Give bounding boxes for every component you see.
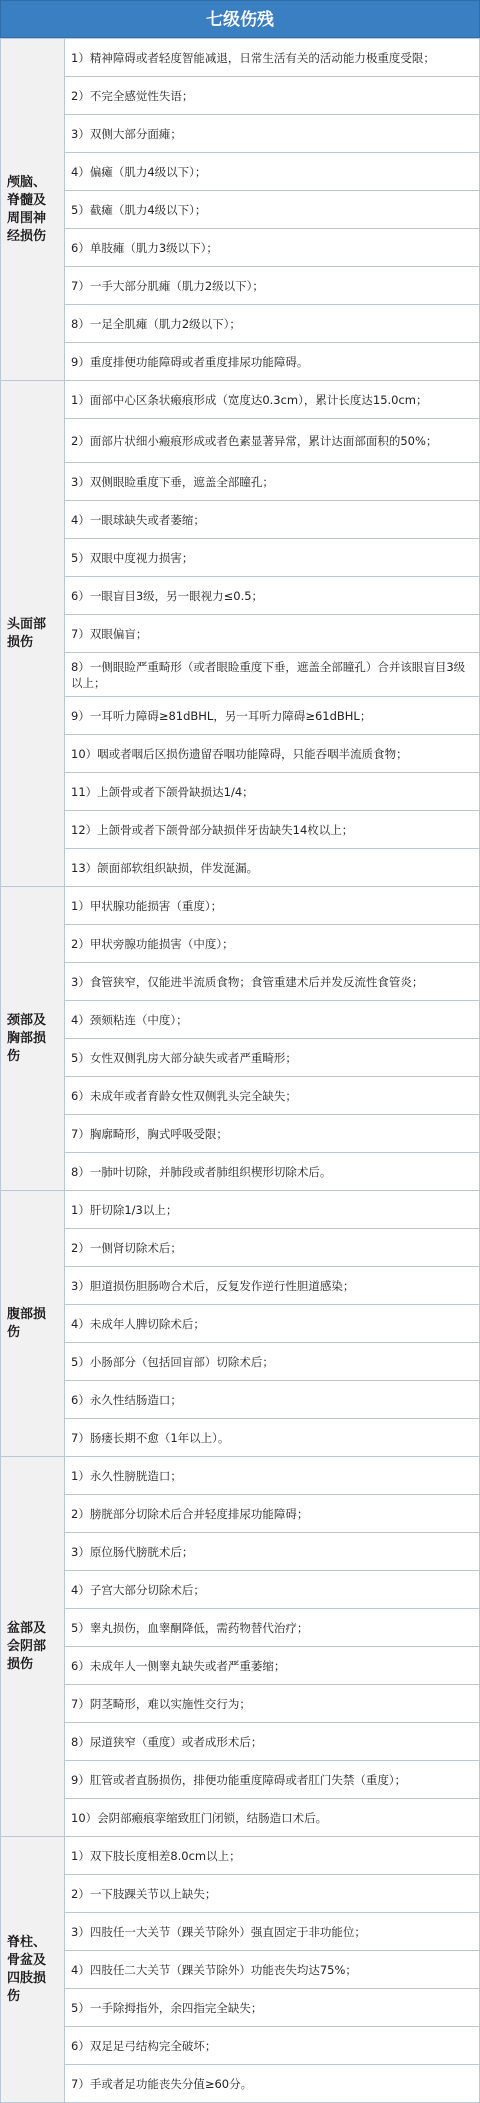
item-text: 4）颈颏粘连（中度）；	[71, 1012, 188, 1027]
table-row	[1, 1913, 480, 1951]
item-text: 6）双足足弓结构完全破坏；	[71, 2038, 217, 2053]
item-text: 4）四肢任二大关节（踝关节除外）功能丧失均达75%；	[71, 1962, 357, 1977]
item-cell	[65, 77, 480, 115]
item-text: 6）未成年或者育龄女性双侧乳头完全缺失；	[71, 1088, 297, 1103]
item-cell	[65, 1685, 480, 1723]
table-row	[1, 343, 480, 381]
injury-table	[0, 38, 480, 2103]
item-cell	[65, 849, 480, 887]
table-row	[1, 1723, 480, 1761]
item-text: 3）食管狭窄，仅能进半流质食物；食管重建术后并发反流性食管炎；	[71, 974, 424, 989]
table-row	[1, 1381, 480, 1419]
item-cell	[65, 1001, 480, 1039]
table-row	[1, 1761, 480, 1799]
item-cell	[65, 1647, 480, 1685]
item-cell	[65, 697, 480, 735]
table-row	[1, 267, 480, 305]
item-text: 1）永久性膀胱造口；	[71, 1468, 182, 1483]
item-text: 4）未成年人脾切除术后；	[71, 1316, 205, 1331]
table-row	[1, 1077, 480, 1115]
item-cell	[65, 577, 480, 615]
table-row	[1, 1115, 480, 1153]
item-cell	[65, 887, 480, 925]
item-text: 5）截瘫（肌力4级以下）；	[71, 202, 207, 217]
item-cell	[65, 1533, 480, 1571]
item-text: 3）双侧大部分面瘫；	[71, 126, 182, 141]
item-cell	[65, 343, 480, 381]
table-row	[1, 1837, 480, 1875]
table-row	[1, 115, 480, 153]
table-row	[1, 39, 480, 77]
table-row	[1, 615, 480, 653]
item-cell	[65, 1913, 480, 1951]
table-row	[1, 697, 480, 735]
table-row	[1, 539, 480, 577]
item-cell	[65, 381, 480, 419]
item-cell	[65, 1191, 480, 1229]
item-cell	[65, 1267, 480, 1305]
table-row	[1, 191, 480, 229]
item-text: 2）面部片状细小瘢痕形成或者色素显著异常，累计达面部面积的50%；	[71, 433, 438, 448]
table-row	[1, 1685, 480, 1723]
item-cell	[65, 305, 480, 343]
table-row	[1, 381, 480, 419]
item-text: 7）双眼偏盲；	[71, 626, 148, 641]
item-text: 7）一手大部分肌瘫（肌力2级以下）；	[71, 278, 264, 293]
item-cell	[65, 773, 480, 811]
table-row	[1, 1419, 480, 1457]
item-text: 7）胸廓畸形，胸式呼吸受限；	[71, 1126, 228, 1141]
item-cell	[65, 539, 480, 577]
category-cell: 盆部及会阴部损伤	[1, 1457, 65, 1837]
item-cell	[65, 1305, 480, 1343]
item-cell	[65, 1723, 480, 1761]
category-cell: 颈部及胸部损伤	[1, 887, 65, 1191]
item-text: 2）膀胱部分切除术后合并轻度排尿功能障碍；	[71, 1506, 309, 1521]
item-text: 8）尿道狭窄（重度）或者成形术后；	[71, 1734, 263, 1749]
item-text: 1）肝切除1/3以上；	[71, 1202, 178, 1217]
item-text: 1）双下肢长度相差8.0cm以上；	[71, 1848, 241, 1863]
table-row	[1, 2065, 480, 2103]
item-cell	[65, 1989, 480, 2027]
table-row	[1, 153, 480, 191]
item-text: 2）不完全感觉性失语；	[71, 88, 194, 103]
table-row	[1, 735, 480, 773]
table-row	[1, 1191, 480, 1229]
item-cell	[65, 963, 480, 1001]
table-row	[1, 1647, 480, 1685]
table-row	[1, 1533, 480, 1571]
item-cell	[65, 115, 480, 153]
table-row	[1, 773, 480, 811]
table-row	[1, 2027, 480, 2065]
item-text: 7）阴茎畸形，难以实施性交行为；	[71, 1696, 251, 1711]
item-text: 2）一侧肾切除术后；	[71, 1240, 182, 1255]
item-cell	[65, 229, 480, 267]
item-cell	[65, 1495, 480, 1533]
table-row	[1, 1001, 480, 1039]
injury-table-body	[1, 39, 480, 2103]
table-row	[1, 229, 480, 267]
item-cell	[65, 1077, 480, 1115]
item-text: 1）甲状腺功能损害（重度）；	[71, 898, 223, 913]
item-cell	[65, 735, 480, 773]
table-row	[1, 1039, 480, 1077]
item-text: 6）永久性结肠造口；	[71, 1392, 182, 1407]
table-row	[1, 577, 480, 615]
table-row	[1, 1267, 480, 1305]
item-cell	[65, 1875, 480, 1913]
item-cell	[65, 153, 480, 191]
table-row	[1, 1457, 480, 1495]
item-cell	[65, 1951, 480, 1989]
item-cell	[65, 1457, 480, 1495]
item-text: 7）肠瘘长期不愈（1年以上）。	[71, 1430, 230, 1445]
item-text: 1）精神障碍或者轻度智能减退，日常生活有关的活动能力极重度受限；	[71, 50, 435, 65]
item-text: 4）子宫大部分切除术后；	[71, 1582, 205, 1597]
table-row	[1, 849, 480, 887]
item-text: 3）四肢任一大关节（踝关节除外）强直固定于非功能位；	[71, 1924, 366, 1939]
category-cell: 腹部损伤	[1, 1191, 65, 1457]
table-row	[1, 1609, 480, 1647]
item-cell	[65, 1381, 480, 1419]
item-text: 6）未成年人一侧睾丸缺失或者严重萎缩；	[71, 1658, 286, 1673]
item-text: 11）上颌骨或者下颌骨缺损达1/4；	[71, 784, 254, 799]
item-cell	[65, 1153, 480, 1191]
table-row	[1, 1343, 480, 1381]
item-cell	[65, 463, 480, 501]
item-text: 3）原位肠代膀胱术后；	[71, 1544, 194, 1559]
item-text: 10）会阴部瘢痕挛缩致肛门闭锁，结肠造口术后。	[71, 1810, 328, 1825]
item-cell	[65, 2027, 480, 2065]
item-cell	[65, 39, 480, 77]
category-cell: 头面部损伤	[1, 381, 65, 887]
item-cell	[65, 191, 480, 229]
table-row	[1, 419, 480, 463]
table-row	[1, 811, 480, 849]
item-cell	[65, 1419, 480, 1457]
item-text: 8）一侧眼睑严重畸形（或者眼睑重度下垂，遮盖全部瞳孔）合并该眼盲目3级以上；	[71, 659, 466, 690]
table-row	[1, 1799, 480, 1837]
table-row	[1, 463, 480, 501]
table-row	[1, 1571, 480, 1609]
category-cell: 脊柱、骨盆及四肢损伤	[1, 1837, 65, 2103]
table-row	[1, 887, 480, 925]
item-text: 5）小肠部分（包括回盲部）切除术后；	[71, 1354, 274, 1369]
item-cell	[65, 419, 480, 463]
table-row	[1, 501, 480, 539]
item-cell	[65, 1115, 480, 1153]
item-text: 5）女性双侧乳房大部分缺失或者严重畸形；	[71, 1050, 297, 1065]
item-cell	[65, 653, 480, 697]
item-cell	[65, 2065, 480, 2103]
item-text: 3）双侧眼睑重度下垂，遮盖全部瞳孔；	[71, 474, 274, 489]
item-text: 9）肛管或者直肠损伤，排便功能重度障碍或者肛门失禁（重度）；	[71, 1772, 407, 1787]
table-row	[1, 925, 480, 963]
item-text: 10）咽或者咽后区损伤遗留吞咽功能障碍，只能吞咽半流质食物；	[71, 746, 408, 761]
item-text: 6）单肢瘫（肌力3级以下）；	[71, 240, 218, 255]
table-row	[1, 305, 480, 343]
item-cell	[65, 1761, 480, 1799]
table-row	[1, 77, 480, 115]
item-text: 4）偏瘫（肌力4级以下）；	[71, 164, 207, 179]
item-text: 13）颌面部软组织缺损，伴发涎漏。	[71, 860, 259, 875]
item-cell	[65, 1609, 480, 1647]
table-row	[1, 1951, 480, 1989]
table-row	[1, 1153, 480, 1191]
item-cell	[65, 1229, 480, 1267]
item-text: 6）一眼盲目3级，另一眼视力≤0.5；	[71, 588, 264, 603]
item-cell	[65, 925, 480, 963]
item-text: 5）睾丸损伤，血睾酮降低，需药物替代治疗；	[71, 1620, 309, 1635]
item-text: 7）手或者足功能丧失分值≥60分。	[71, 2076, 253, 2091]
item-cell	[65, 811, 480, 849]
category-cell: 颅脑、脊髓及周围神经损伤	[1, 39, 65, 381]
table-title: 七级伤残	[0, 0, 480, 38]
item-text: 12）上颌骨或者下颌骨部分缺损伴牙齿缺失14枚以上；	[71, 822, 354, 837]
item-cell	[65, 615, 480, 653]
item-text: 9）重度排便功能障碍或者重度排尿功能障碍。	[71, 354, 309, 369]
item-text: 5）一手除拇指外，余四指完全缺失；	[71, 2000, 263, 2015]
table-row	[1, 1305, 480, 1343]
item-text: 4）一眼球缺失或者萎缩；	[71, 512, 205, 527]
item-text: 8）一肺叶切除，并肺段或者肺组织楔形切除术后。	[71, 1164, 332, 1179]
table-row	[1, 1229, 480, 1267]
table-row	[1, 963, 480, 1001]
item-cell	[65, 1039, 480, 1077]
item-text: 2）甲状旁腺功能损害（中度）；	[71, 936, 234, 951]
item-cell	[65, 1343, 480, 1381]
item-text: 1）面部中心区条状瘢痕形成（宽度达0.3cm），累计长度达15.0cm；	[71, 392, 428, 407]
item-text: 3）胆道损伤胆肠吻合术后，反复发作逆行性胆道感染；	[71, 1278, 355, 1293]
item-text: 2）一下肢踝关节以上缺失；	[71, 1886, 217, 1901]
item-text: 9）一耳听力障碍≥81dBHL，另一耳听力障碍≥61dBHL；	[71, 708, 372, 723]
item-cell	[65, 267, 480, 305]
table-row	[1, 1989, 480, 2027]
table-row	[1, 653, 480, 697]
item-cell	[65, 1571, 480, 1609]
item-cell	[65, 501, 480, 539]
table-row	[1, 1875, 480, 1913]
item-cell	[65, 1799, 480, 1837]
item-cell	[65, 1837, 480, 1875]
table-row	[1, 1495, 480, 1533]
item-text: 5）双眼中度视力损害；	[71, 550, 194, 565]
item-text: 8）一足全肌瘫（肌力2级以下）；	[71, 316, 241, 331]
